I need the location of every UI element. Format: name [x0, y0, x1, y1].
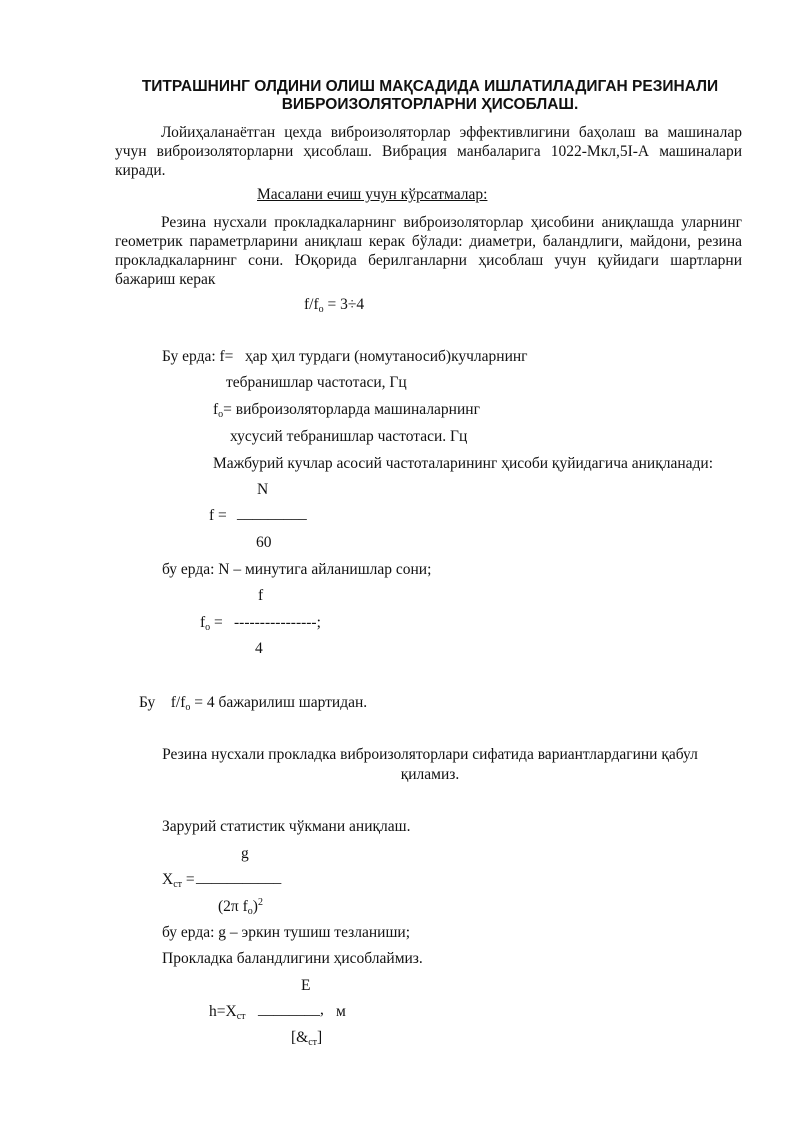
definition-g: бу ерда: g – эркин тушиш тезланиши; [162, 924, 411, 941]
formula1-numerator: N [257, 481, 269, 498]
formula4-numerator: E [301, 977, 311, 994]
formula2-lhs [200, 614, 223, 632]
formula2-lhs-symbol: f [200, 614, 206, 631]
definition-n: бу ерда: N – минутига айланишлар сони; [162, 561, 432, 578]
intro-text: Лойиҳаланаётган цехда виброизоляторлар эффективлигини баҳолаш ва машиналар учун виброизоляторларни ҳисоблаш. Вибрация манбаларига 1022-Мкл,5I-А машиналари киради. [115, 124, 742, 179]
formula3-bar: ___________ [196, 869, 282, 886]
condition-lhs: f/f [170, 694, 186, 711]
formula3-lhs-symbol: X [162, 871, 174, 888]
definition-f-continuation: тебранишлар частотаси, Гц [226, 374, 407, 391]
formula4-den-close: ] [317, 1029, 323, 1046]
formula3-den-close: ) [252, 898, 258, 915]
formula4-den-subscript: ст [308, 1037, 318, 1048]
formula2-denominator: 4 [255, 640, 263, 657]
definition-f [162, 348, 528, 366]
condition-subscript: o [185, 702, 191, 713]
title-line-2: ВИБРОИЗОЛЯТОРЛАРНИ ҲИСОБЛАШ. [281, 96, 579, 113]
formula3-denominator [218, 898, 263, 916]
requirements-paragraph [115, 213, 742, 289]
formula2-bar: ----------------; [234, 614, 321, 631]
intro-paragraph [115, 123, 742, 180]
formula1-bar: _________ [237, 505, 307, 522]
ratio-value: = 3÷4 [323, 296, 365, 313]
formula3-lhs-subscript: ст [173, 879, 183, 890]
formula4-denominator [291, 1029, 322, 1047]
formula2-lhs-subscript: o [205, 622, 211, 633]
formula3-numerator: g [241, 845, 249, 862]
ratio-condition [304, 296, 364, 314]
formula4-lhs-symbol: h=X [209, 1003, 237, 1020]
definition-fo-continuation: хусусий тебранишлар частотаси. Гц [230, 428, 468, 445]
document-title [100, 78, 760, 114]
definition-f-text: ҳар ҳил турдаги (номутаносиб)кучларнинг [245, 348, 528, 365]
condition-lead: Бу [139, 694, 156, 711]
formula4-lhs [209, 1003, 246, 1021]
static-deflection-heading: Зарурий статистик чўкмани аниқлаш. [162, 818, 411, 835]
definition-f-lead: Бу ерда: f= [162, 348, 234, 365]
requirements-text: Резина нусхали прокладкаларнинг виброизоляторлар ҳисобини аниқлашда уларнинг геометрик параметрларини аниқлаш керак бўлади: диаметри, баландлиги, майдони, резина прокладкаларнинг сони. Юқорида берилганларни ҳисоблаш учун қуйидаги шартларни бажариш керак [115, 214, 742, 288]
formula2-numerator: f [258, 587, 264, 604]
formula3-den-open: (2π f [218, 898, 248, 915]
formula1-denominator: 60 [256, 534, 272, 551]
formula4-bar: ________, [258, 1001, 324, 1018]
definition-fo [213, 401, 480, 419]
ratio-lhs: f/f [304, 296, 319, 313]
formula4-den-open: [& [291, 1029, 309, 1046]
title-line-1: ТИТРАШНИНГ ОЛДИНИ ОЛИШ МАҚСАДИДА ИШЛАТИЛАДИГАН РЕЗИНАЛИ [141, 78, 719, 95]
formula3-lhs-equals: = [182, 871, 195, 888]
condition-text: = 4 бажарилиш шартидан. [190, 694, 368, 711]
condition-statement [139, 694, 367, 712]
formula3-den-subscript: o [247, 906, 253, 917]
definition-fo-text: = виброизоляторларда машиналарнинг [223, 401, 480, 418]
definition-fo-subscript: o [218, 409, 224, 420]
formula4-lhs-subscript: ст [236, 1011, 246, 1022]
height-heading: Прокладка баландлигини ҳисоблаймиз. [162, 950, 423, 967]
definition-fo-symbol: f [213, 401, 219, 418]
ratio-subscript: o [318, 304, 324, 315]
forced-frequency-text: Мажбурий кучлар асосий частоталарининг ҳисоби қуйидагича аниқланади: [213, 455, 714, 472]
formula2-lhs-equals: = [210, 614, 223, 631]
formula3-lhs [162, 871, 195, 889]
formula3-den-exponent: 2 [257, 897, 263, 908]
accept-paragraph: Резина нусхали прокладка виброизоляторлари сифатида вариантлардагини қабул қиламиз. [162, 746, 698, 783]
formula1-lhs: f = [209, 507, 227, 524]
guidelines-heading: Масалани ечиш учун кўрсатмалар: [257, 186, 488, 203]
formula4-unit: м [336, 1003, 346, 1020]
